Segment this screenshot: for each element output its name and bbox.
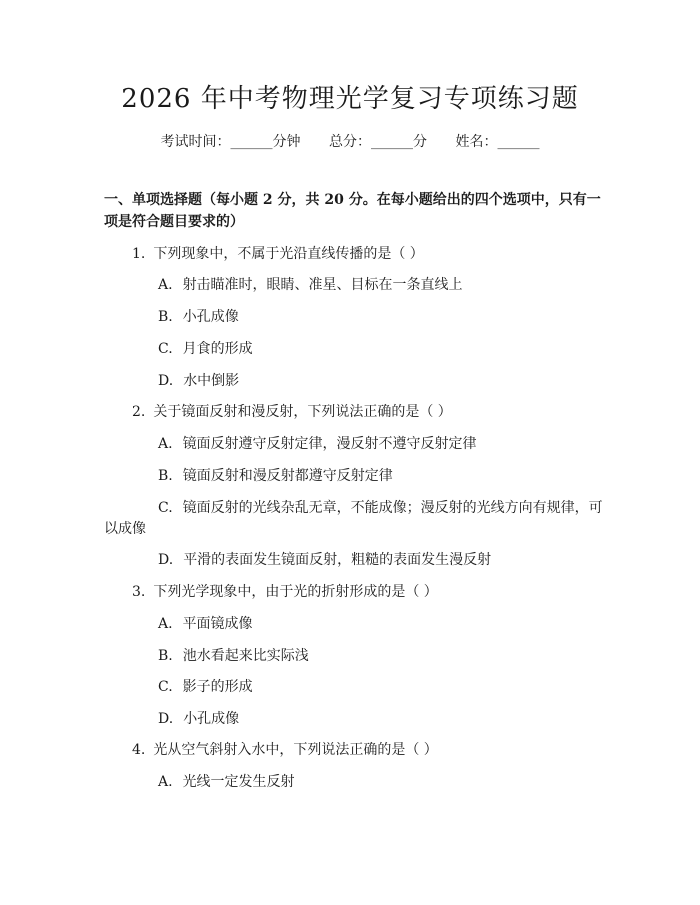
option-text: 镜面反射的光线杂乱无章，不能成像；漫反射的光线方向有规律，可 [182, 500, 603, 516]
question-3-option-b [158, 646, 309, 666]
question-number: 4. [132, 742, 146, 758]
option-text: 平滑的表面发生镜面反射，粗糙的表面发生漫反射 [183, 552, 492, 568]
question-2-option-c [158, 498, 603, 518]
student-name-field: 姓名：______ [455, 134, 540, 150]
option-letter: A. [158, 277, 173, 293]
question-stem: 关于镜面反射和漫反射，下列说法正确的是（ ） [153, 404, 452, 420]
option-letter: C. [158, 500, 173, 516]
question-2-option-c-continuation: 以成像 [104, 521, 146, 537]
section-heading-single-choice: 一、单项选择题（每小题 2 分，共 20 分。在每小题给出的四个选项中，只有一项是符合题目要求的） [104, 192, 601, 230]
exam-time-field: 考试时间：______分钟 [160, 134, 301, 150]
question-1-option-a [158, 275, 463, 295]
question-number: 1. [132, 246, 146, 262]
option-text: 水中倒影 [183, 373, 240, 389]
question-2-option-d [158, 550, 491, 570]
question-3-option-d [158, 709, 239, 729]
option-letter: B. [158, 648, 173, 664]
question-4 [132, 740, 438, 760]
question-3 [132, 582, 438, 602]
option-text: 月食的形成 [182, 341, 253, 357]
question-stem: 下列光学现象中，由于光的折射形成的是（ ） [153, 584, 438, 600]
option-letter: B. [158, 468, 173, 484]
question-2-option-b [158, 466, 393, 486]
option-letter: D. [158, 711, 174, 727]
exam-info-line [0, 132, 700, 152]
question-1-option-d [158, 371, 239, 391]
option-text: 平面镜成像 [182, 616, 253, 632]
option-letter: B. [158, 309, 173, 325]
question-1-option-b [158, 307, 239, 327]
exam-title: 2026 年中考物理光学复习专项练习题 [121, 84, 579, 114]
option-letter: C. [158, 341, 173, 357]
question-1 [132, 244, 424, 264]
option-letter: D. [158, 373, 174, 389]
option-text: 影子的形成 [182, 679, 253, 695]
question-stem: 光从空气斜射入水中，下列说法正确的是（ ） [153, 742, 438, 758]
option-letter: C. [158, 679, 173, 695]
total-score-field: 总分：______分 [329, 134, 427, 150]
option-text: 小孔成像 [182, 309, 239, 325]
option-text: 镜面反射和漫反射都遵守反射定律 [182, 468, 393, 484]
question-3-option-c [158, 677, 253, 697]
question-3-option-a [158, 614, 253, 634]
question-number: 2. [132, 404, 146, 420]
option-letter: A. [158, 774, 173, 790]
option-letter: D. [158, 552, 174, 568]
question-2-option-a [158, 434, 477, 454]
question-2 [132, 402, 452, 422]
question-stem: 下列现象中，不属于光沿直线传播的是（ ） [153, 246, 424, 262]
option-text: 射击瞄准时，眼睛、准星、目标在一条直线上 [182, 277, 463, 293]
question-1-option-c [158, 339, 253, 359]
option-letter: A. [158, 616, 173, 632]
question-4-option-a [158, 772, 295, 792]
question-number: 3. [132, 584, 146, 600]
option-text: 池水看起来比实际浅 [182, 648, 309, 664]
option-text: 光线一定发生反射 [182, 774, 295, 790]
option-text: 小孔成像 [183, 711, 240, 727]
option-letter: A. [158, 436, 173, 452]
option-text: 镜面反射遵守反射定律，漫反射不遵守反射定律 [182, 436, 477, 452]
